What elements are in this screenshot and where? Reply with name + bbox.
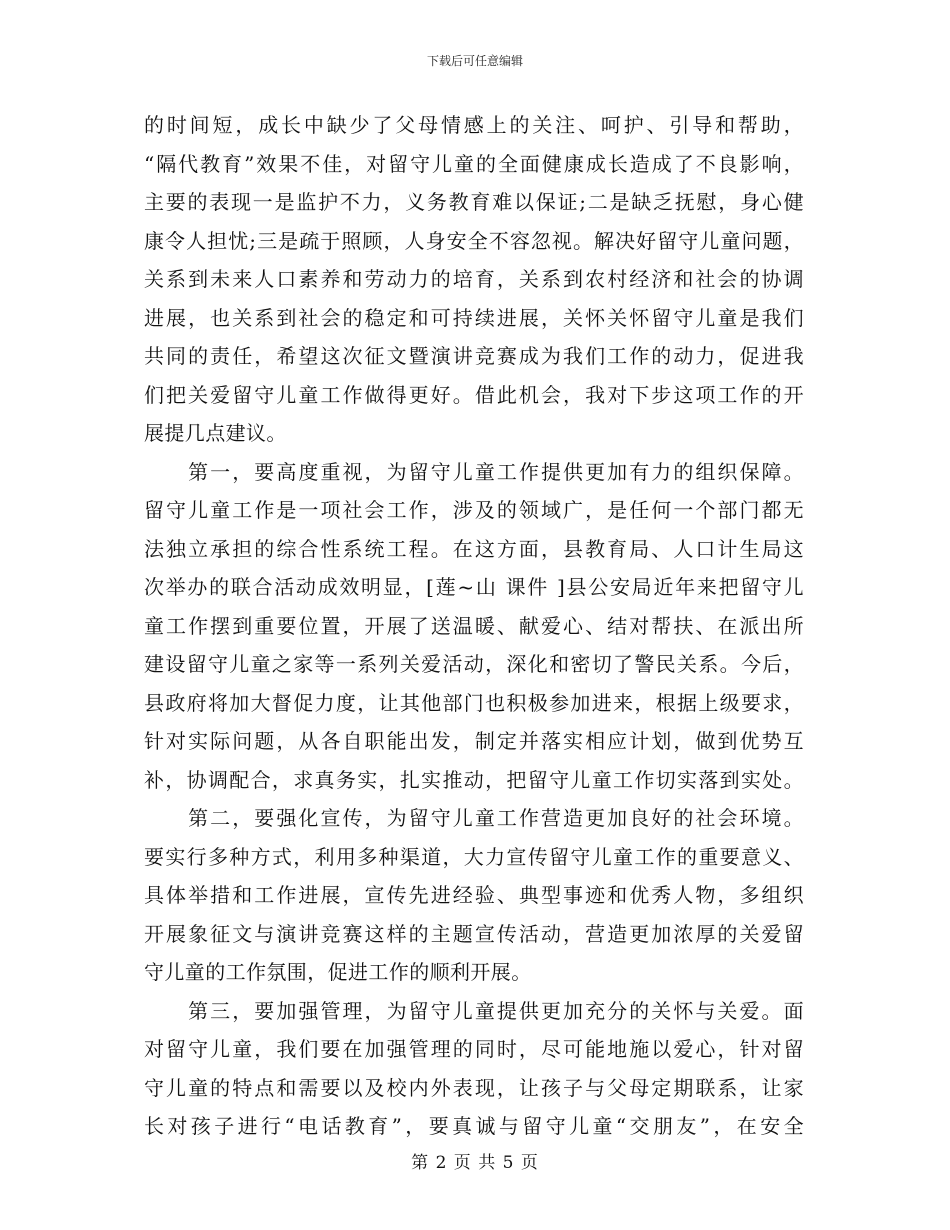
text-line: 开展象征文与演讲竞赛这样的主题宣传活动，营造更加浓厚的关爱留 (144, 921, 804, 946)
text-line: 建设留守儿童之家等一系列关爱活动，深化和密切了警民关系。今后， (144, 652, 804, 676)
text-line: 对留守儿童，我们要在加强管理的同时，尽可能地施以爱心，针对留 (144, 1037, 804, 1061)
text-line: 主要的表现一是监护不力，义务教育难以保证;二是缺乏抚慰，身心健 (144, 190, 804, 214)
text-line: 法独立承担的综合性系统工程。在这方面，县教育局、人口计生局这 (144, 536, 804, 561)
text-line: 长对孩子进行“电话教育”，要真诚与留守儿童“交朋友”，在安全 (144, 1114, 804, 1138)
page-header: 下载后可任意编辑 (426, 54, 523, 68)
text-line: 守儿童的工作氛围，促进工作的顺利开展。 (144, 960, 532, 984)
page-number: 第 2 页 共 5 页 (411, 1153, 539, 1173)
paragraph-first-line: 第三，要加强管理，为留守儿童提供更加充分的关怀与关爱。面 (144, 998, 804, 1023)
text-line: 要实行多种方式，利用多种渠道，大力宣传留守儿童工作的重要意义、 (144, 844, 804, 869)
text-line: 们把关爱留守儿童工作做得更好。借此机会，我对下步这项工作的开 (144, 382, 804, 407)
text-line: 进展，也关系到社会的稳定和可持续进展，关怀关怀留守儿童是我们 (144, 305, 804, 330)
text-line: 共同的责任，希望这次征文暨演讲竞赛成为我们工作的动力，促进我 (144, 344, 804, 368)
document-body (144, 106, 804, 1146)
text-line: 留守儿童工作是一项社会工作，涉及的领域广，是任何一个部门都无 (144, 498, 804, 522)
text-line: 康令人担忧;三是疏于照顾，人身安全不容忽视。解决好留守儿童问题， (144, 228, 804, 253)
text-line: 童工作摆到重要位置，开展了送温暖、献爱心、结对帮扶、在派出所 (144, 613, 804, 638)
text-line: 具体举措和工作进展，宣传先进经验、典型事迹和优秀人物，多组织 (144, 883, 804, 907)
text-line: 的时间短，成长中缺少了父母情感上的关注、呵护、引导和帮助， (144, 113, 804, 137)
text-line: 展提几点建议。 (144, 421, 287, 445)
text-line: 守儿童的特点和需要以及校内外表现，让孩子与父母定期联系，让家 (144, 1075, 804, 1100)
paragraph-first-line: 第一，要高度重视，为留守儿童工作提供更加有力的组织保障。 (144, 459, 804, 484)
text-line: “隔代教育”效果不佳，对留守儿童的全面健康成长造成了不良影响， (144, 151, 804, 176)
paragraph-first-line: 第二，要强化宣传，为留守儿童工作营造更加良好的社会环境。 (144, 806, 804, 830)
text-line: 关系到未来人口素养和劳动力的培育，关系到农村经济和社会的协调 (144, 267, 804, 291)
text-line: 县政府将加大督促力度，让其他部门也积极参加进来，根据上级要求， (144, 690, 804, 715)
text-line: 次举办的联合活动成效明显，[莲~山 课件 ]县公安局近年来把留守儿 (144, 575, 804, 599)
text-line: 针对实际问题，从各自职能出发，制定并落实相应计划，做到优势互 (144, 729, 804, 753)
text-line: 补，协调配合，求真务实，扎实推动，把留守儿童工作切实落到实处。 (144, 767, 804, 792)
